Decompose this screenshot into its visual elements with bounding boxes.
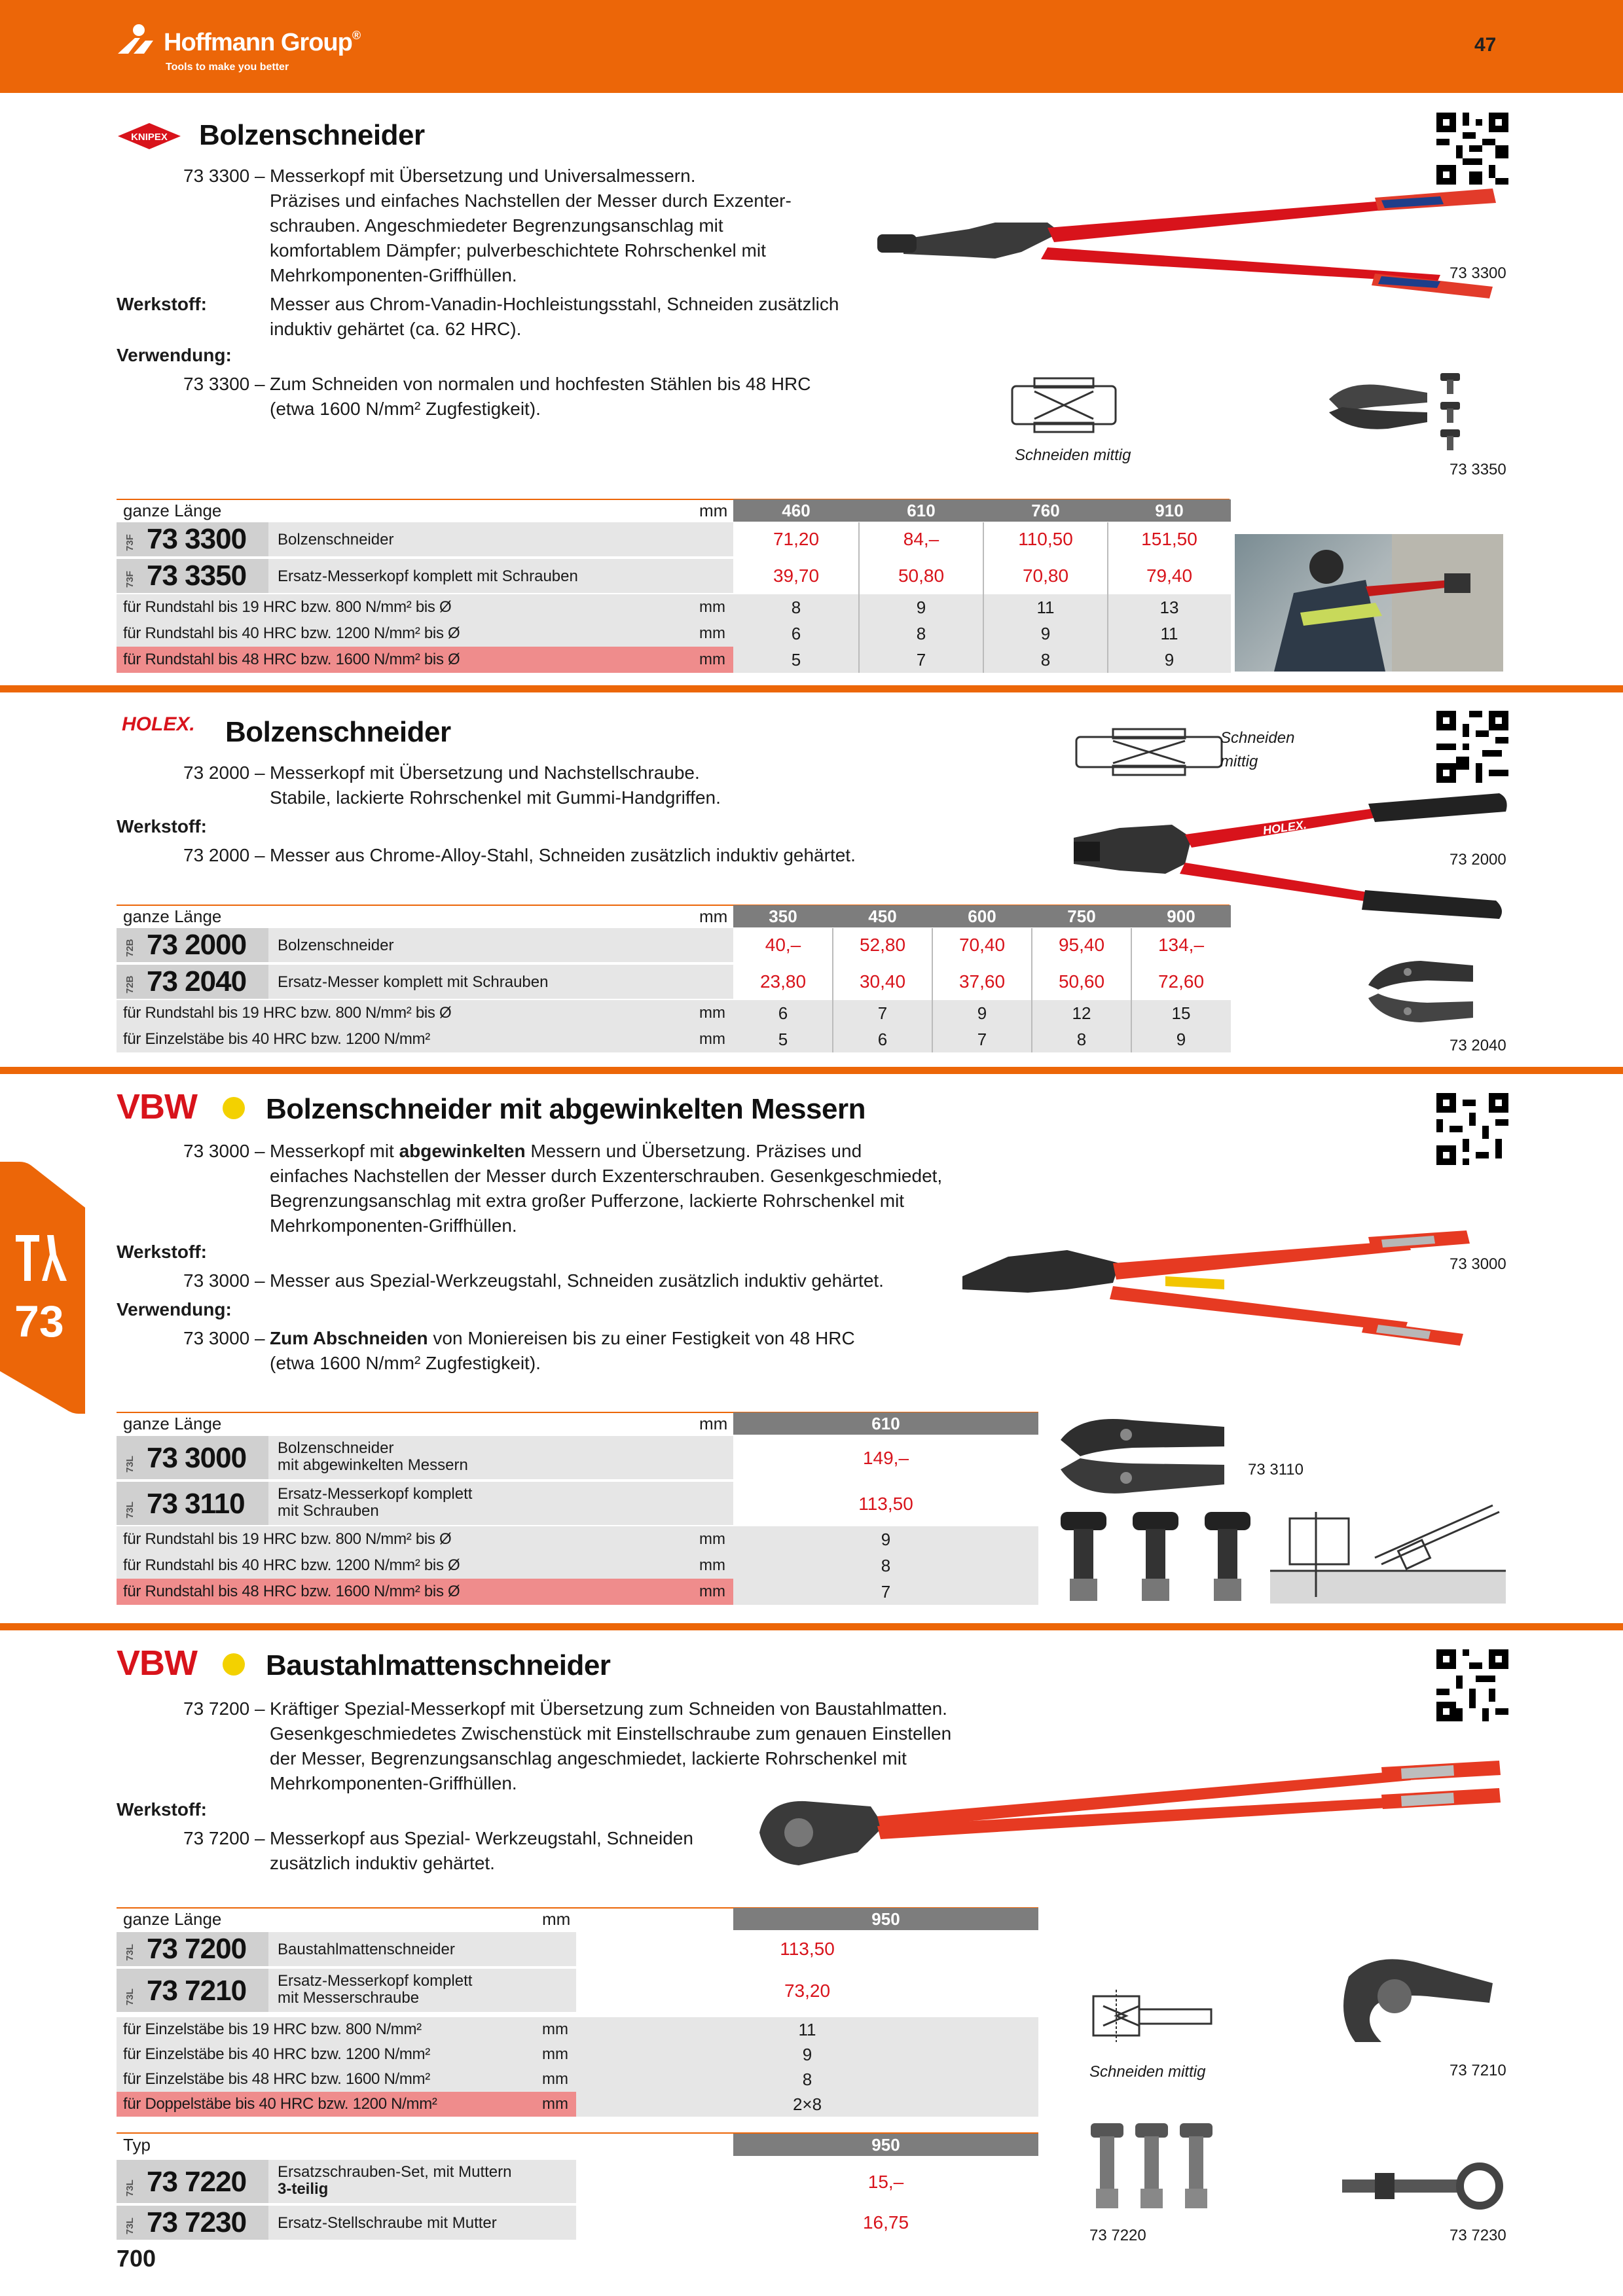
section3-werkstoff-code: 73 3000 –: [183, 1270, 265, 1291]
price: 39,70: [773, 565, 820, 586]
spec-label: für Einzelstäbe bis 48 HRC bzw. 1600 N/mm²: [123, 2070, 430, 2088]
vbw-logo: VBW: [117, 1643, 197, 1683]
t2-length-col: 350: [733, 905, 833, 927]
spec-value: 13: [1159, 598, 1179, 617]
vbw-logo: VBW: [117, 1087, 197, 1126]
section2-desc: Messerkopf mit Übersetzung und Nachstellschraube. Stabile, lackierte Rohrschenkel mit Gummi-Handgriffen.: [270, 762, 721, 808]
hoffmann-logo-icon: [115, 22, 161, 56]
article-number[interactable]: 73 2000: [147, 929, 247, 961]
article-number[interactable]: 73 7200: [147, 1933, 247, 1965]
section4-title: Baustahlmattenschneider: [266, 1649, 611, 1681]
price: 37,60: [958, 971, 1006, 992]
spec-value: 8: [791, 598, 801, 617]
spec-value: 6: [791, 624, 801, 643]
cut-center-diagram-icon: [1087, 1983, 1218, 2049]
price: 15,–: [867, 2172, 904, 2192]
spec-unit: mm: [699, 1030, 725, 1048]
t1-length-col: 910: [1108, 499, 1231, 522]
spec-value: 15: [1171, 1003, 1191, 1023]
section3-verwendung-code: 73 3000 –: [183, 1328, 265, 1348]
section1-werkstoff: Messer aus Chrom-Vanadin-Hochleistungsstahl, Schneiden zusätzlich induktiv gehärtet (ca. 62 HRC).: [270, 294, 839, 339]
spec-value: 8: [1040, 650, 1051, 670]
article-desc: Bolzenschneider mit abgewinkelten Messern: [278, 1439, 468, 1474]
t2-length-col: 450: [833, 905, 932, 927]
section3-desc: Messerkopf mit abgewinkelten Messern und Übersetzung. Präzises und einfaches Nachstellen der Messer durch Exzenterschrauben. Gesenkgeschmiedet, Begrenzungsanschlag mit extra großer Pufferzone, lackierte Rohrschenkel mit Mehrkomponenten-Griffhüllen.: [270, 1141, 943, 1236]
spec-value: 5: [791, 650, 801, 670]
brand-tagline: Tools to make you better: [166, 62, 289, 73]
section2-werkstoff-code: 73 2000 –: [183, 845, 265, 865]
chapter-side-tab[interactable]: [0, 1162, 85, 1414]
price: 95,40: [1058, 935, 1105, 955]
price: 110,50: [1018, 529, 1073, 549]
price: 149,–: [862, 1448, 909, 1468]
chapter-number: 73: [14, 1297, 64, 1346]
section1-werkstoff-label: Werkstoff:: [117, 294, 207, 314]
page-number-top: 47: [1474, 34, 1497, 56]
spec-unit: mm: [699, 598, 725, 616]
spec-value: 7: [881, 1582, 891, 1602]
spec-label: für Rundstahl bis 48 HRC bzw. 1600 N/mm² bis Ø: [123, 651, 460, 668]
holex-logo: HOLEX.: [122, 713, 195, 735]
section3-image-label-2: 73 3110: [1248, 1461, 1304, 1479]
spec-unit: mm: [542, 2020, 568, 2038]
spec-label: für Rundstahl bis 40 HRC bzw. 1200 N/mm² bis Ø: [123, 624, 460, 642]
knipex-bolt-cutter-image: [864, 177, 1506, 308]
section3-verwendung-label: Verwendung:: [117, 1299, 232, 1319]
section1-verwendung-label: Verwendung:: [117, 345, 232, 365]
section2-desc-code: 73 2000 –: [183, 762, 265, 783]
language-code: DEE: [1577, 41, 1587, 60]
article-desc: Ersatz-Stellschraube mit Mutter: [278, 2214, 497, 2232]
qr-code-icon[interactable]: [1436, 1649, 1508, 1721]
article-number[interactable]: 73 3300: [147, 523, 247, 555]
article-group: 73L: [124, 1501, 136, 1518]
section4-werkstoff-code: 73 7200 –: [183, 1828, 265, 1848]
article-desc: Bolzenschneider: [278, 937, 394, 954]
article-group: 73L: [124, 1456, 136, 1473]
article-number[interactable]: 73 7220: [147, 2166, 247, 2198]
vbw-angled-bolt-cutter-image: [949, 1217, 1480, 1355]
spec-label: für Einzelstäbe bis 40 HRC bzw. 1200 N/mm²: [123, 1030, 430, 1048]
spec-value: 11: [1036, 598, 1055, 617]
cut-center-diagram-icon: [1008, 373, 1120, 439]
section-divider: [0, 1067, 1623, 1074]
t1-length-col: 460: [733, 499, 859, 522]
t1-length-label: ganze Länge: [123, 501, 222, 520]
section1-image-label-2: 73 3350: [1450, 461, 1506, 478]
spec-unit: mm: [542, 2045, 568, 2063]
qr-code-icon[interactable]: [1436, 1093, 1508, 1165]
t1-length-unit: mm: [699, 501, 728, 520]
spec-value: 9: [1164, 650, 1175, 670]
knipex-logo-icon: [117, 120, 182, 152]
price: 84,–: [903, 529, 939, 549]
qr-code-icon[interactable]: [1436, 711, 1508, 783]
article-group: 72B: [124, 939, 136, 957]
section2-werkstoff-label: Werkstoff:: [117, 816, 207, 836]
spec-label: für Doppelstäbe bis 40 HRC bzw. 1200 N/mm²: [123, 2095, 437, 2113]
article-desc: Bolzenschneider: [278, 531, 394, 548]
spec-unit: mm: [699, 624, 725, 642]
article-group: 72B: [124, 975, 136, 994]
article-number[interactable]: 73 7210: [147, 1975, 247, 2007]
section1-verwendung-code: 73 3300 –: [183, 374, 265, 394]
spec-value: 11: [1160, 624, 1178, 643]
cut-center-diagram-icon: [1074, 725, 1224, 778]
article-number[interactable]: 73 7230: [147, 2206, 247, 2238]
section4-desc-code: 73 7200 –: [183, 1698, 265, 1719]
section1-desc-code: 73 3300 –: [183, 166, 265, 186]
price: 73,20: [784, 1981, 831, 2001]
t1-length-col: 610: [859, 499, 983, 522]
article-desc: Ersatz-Messerkopf komplett mit Messerschraube: [278, 1972, 473, 2007]
spec-value: 9: [881, 1530, 891, 1549]
section3-image-label-1: 73 3000: [1450, 1255, 1506, 1273]
article-group: 73L: [124, 1944, 136, 1961]
t2-length-label: ganze Länge: [123, 906, 222, 926]
article-group: 73F: [124, 534, 136, 551]
price: 52,80: [859, 935, 906, 955]
screw-set-image: [1054, 1505, 1270, 1604]
article-desc: Ersatz-Messer komplett mit Schrauben: [278, 973, 549, 991]
section4-werkstoff-label: Werkstoff:: [117, 1799, 207, 1820]
spec-unit: mm: [699, 1556, 725, 1574]
price: 40,–: [765, 935, 801, 955]
t4-type-label: Typ: [123, 2135, 151, 2155]
price: 16,75: [862, 2212, 909, 2233]
worker-photo: [1235, 534, 1503, 672]
article-number[interactable]: 73 2040: [147, 965, 247, 997]
section1-desc: Messerkopf mit Übersetzung und Universalmessern. Präzises und einfaches Nachstellen der Messer durch Exzenter- schrauben. Angeschmiedeter Begrenzungsanschlag mit komfortablem Dämpfer; pulverbeschichtete Rohrschenkel mit Mehrkomponenten-Griffhüllen.: [270, 166, 792, 285]
vbw-logo-dot-icon: [223, 1097, 245, 1119]
section3-werkstoff: Messer aus Spezial-Werkzeugstahl, Schneiden zusätzlich induktiv gehärtet.: [270, 1270, 884, 1291]
section2-werkstoff: Messer aus Chrome-Alloy-Stahl, Schneiden zusätzlich induktiv gehärtet.: [270, 845, 856, 865]
t4-length-col: 950: [733, 1908, 1038, 1930]
spec-unit: mm: [542, 2070, 568, 2088]
spec-value: 2×8: [792, 2094, 822, 2114]
t4-length-label: ganze Länge: [123, 1909, 222, 1929]
spec-value: 9: [916, 598, 926, 617]
spec-value: 6: [877, 1030, 888, 1049]
section3-werkstoff-label: Werkstoff:: [117, 1242, 207, 1262]
section4-image-label-1: 73 7210: [1450, 2062, 1506, 2079]
spec-value: 9: [1040, 624, 1051, 643]
price: 72,60: [1158, 971, 1205, 992]
t2-length-col: 900: [1131, 905, 1231, 927]
spec-label: für Einzelstäbe bis 19 HRC bzw. 800 N/mm²: [123, 2020, 422, 2038]
article-desc: Ersatz-Messerkopf komplett mit Schrauben: [278, 1485, 473, 1520]
section2-image-label-1: 73 2000: [1450, 851, 1506, 869]
price: 134,–: [1158, 935, 1205, 955]
section2-title: Bolzenschneider: [225, 716, 451, 748]
spec-label: für Rundstahl bis 19 HRC bzw. 800 N/mm² bis Ø: [123, 1530, 452, 1548]
spec-unit: mm: [699, 1530, 725, 1548]
price: 113,50: [780, 1939, 835, 1959]
bolt-cutter-tab-icon: [13, 1229, 72, 1287]
spec-value: 7: [977, 1030, 987, 1049]
spec-value: 7: [877, 1003, 888, 1023]
mesh-cutter-head-image: [1336, 1944, 1506, 2049]
t3-length-label: ganze Länge: [123, 1414, 222, 1433]
article-number[interactable]: 73 3110: [147, 1488, 245, 1520]
spec-value: 7: [916, 650, 926, 670]
spec-value: 9: [977, 1003, 987, 1023]
page-number-bottom: 700: [117, 2245, 156, 2272]
spec-value: 8: [1076, 1030, 1087, 1049]
spec-unit: mm: [542, 2095, 568, 2113]
section4-werkstoff: Messerkopf aus Spezial- Werkzeugstahl, Schneiden zusätzlich induktiv gehärtet.: [270, 1828, 693, 1873]
header-bar: [0, 0, 1623, 93]
article-group: 73L: [124, 1988, 136, 2005]
section4-caption-center: Schneiden mittig: [1089, 2063, 1206, 2081]
replacement-head-image: [1054, 1407, 1237, 1505]
article-desc: Ersatz-Messerkopf komplett mit Schrauben: [278, 567, 578, 585]
vbw-logo-dot-icon: [223, 1653, 245, 1676]
section3-verwendung: Zum Abschneiden von Moniereisen bis zu einer Festigkeit von 48 HRC (etwa 1600 N/mm² Zugfestigkeit).: [270, 1328, 855, 1373]
vbw-mesh-cutter-image: [753, 1741, 1506, 1892]
section-divider: [0, 1623, 1623, 1630]
spec-value: 11: [798, 2020, 816, 2039]
t3-length-unit: mm: [699, 1414, 728, 1433]
section4-image-label-2: 73 7220: [1089, 2227, 1146, 2244]
replacement-blade-image: [1362, 949, 1480, 1034]
spec-value: 8: [802, 2070, 812, 2089]
section1-title: Bolzenschneider: [199, 119, 425, 151]
section4-desc: Kräftiger Spezial-Messerkopf mit Übersetzung zum Schneiden von Baustahlmatten. Gesenkgeschmiedetes Zwischenstück mit Einstellschraube zum genauen Einstellen der Messer, Begrenzungsanschlag angeschmiedet, lackierte Rohrschenkel mit Mehrkomponenten-Griffhüllen.: [270, 1698, 952, 1793]
section3-desc-code: 73 3000 –: [183, 1141, 265, 1161]
rebar-cutting-diagram-icon: [1270, 1499, 1506, 1604]
section1-caption-center: Schneiden mittig: [1015, 446, 1131, 464]
replacement-blade-head-image: [1322, 367, 1467, 452]
article-number[interactable]: 73 3350: [147, 560, 247, 592]
spec-value: 5: [778, 1030, 788, 1049]
section4-image-label-3: 73 7230: [1450, 2227, 1506, 2244]
spec-value: 8: [881, 1556, 891, 1575]
article-number[interactable]: 73 3000: [147, 1442, 247, 1474]
price: 79,40: [1146, 565, 1193, 586]
price: 70,80: [1022, 565, 1069, 586]
price: 151,50: [1141, 529, 1197, 549]
t1-length-col: 760: [983, 499, 1108, 522]
article-group: 73L: [124, 2179, 136, 2197]
brand-name[interactable]: Hoffmann Group®: [164, 29, 361, 56]
section3-title: Bolzenschneider mit abgewinkelten Messern: [266, 1093, 866, 1125]
section2-caption-center-1: Schneiden: [1220, 729, 1295, 747]
price: 113,50: [858, 1494, 913, 1514]
spec-label: für Rundstahl bis 19 HRC bzw. 800 N/mm² bis Ø: [123, 1004, 452, 1022]
price: 50,80: [898, 565, 945, 586]
adjusting-screw-image: [1336, 2160, 1506, 2212]
spec-value: 6: [778, 1003, 788, 1023]
screw-set-3pc-image: [1087, 2121, 1218, 2212]
qr-code-icon[interactable]: [1436, 113, 1508, 185]
spec-label: für Rundstahl bis 40 HRC bzw. 1200 N/mm² bis Ø: [123, 1556, 460, 1574]
section-divider: [0, 685, 1623, 692]
holex-tool-print: HOLEX.: [1262, 817, 1307, 837]
spec-label: für Einzelstäbe bis 40 HRC bzw. 1200 N/mm²: [123, 2045, 430, 2063]
section2-image-label-2: 73 2040: [1450, 1037, 1506, 1054]
knipex-logo-text: KNIPEX: [131, 132, 168, 143]
spec-value: 9: [1176, 1030, 1186, 1049]
t2-length-col: 750: [1032, 905, 1131, 927]
t2-length-col: 600: [932, 905, 1032, 927]
spec-unit: mm: [699, 1583, 725, 1600]
spec-value: 8: [916, 624, 926, 643]
spec-value: 12: [1072, 1003, 1091, 1023]
spec-unit: mm: [699, 651, 725, 668]
price: 30,40: [859, 971, 906, 992]
article-group: 73F: [124, 571, 136, 588]
price: 50,60: [1058, 971, 1105, 992]
t2-length-unit: mm: [699, 906, 728, 926]
spec-label: für Rundstahl bis 48 HRC bzw. 1600 N/mm² bis Ø: [123, 1583, 460, 1600]
price: 71,20: [773, 529, 820, 549]
spec-unit: mm: [699, 1004, 725, 1022]
article-group: 73L: [124, 2217, 136, 2234]
price: 23,80: [759, 971, 807, 992]
article-desc: Ersatzschrauben-Set, mit Muttern 3-teilig: [278, 2163, 512, 2198]
holex-bolt-cutter-image: [1067, 785, 1512, 923]
t4-type-col: 950: [733, 2134, 1038, 2156]
section2-caption-center-2: mittig: [1220, 753, 1258, 770]
t4-length-unit: mm: [542, 1909, 571, 1929]
spec-value: 9: [802, 2045, 812, 2064]
section1-image-label-1: 73 3300: [1450, 264, 1506, 282]
section1-verwendung: Zum Schneiden von normalen und hochfesten Stählen bis 48 HRC (etwa 1600 N/mm² Zugfestigkeit).: [270, 374, 811, 419]
t3-length-col: 610: [733, 1412, 1038, 1435]
price: 70,40: [958, 935, 1006, 955]
spec-label: für Rundstahl bis 19 HRC bzw. 800 N/mm² bis Ø: [123, 598, 452, 616]
article-desc: Baustahlmattenschneider: [278, 1941, 455, 1958]
